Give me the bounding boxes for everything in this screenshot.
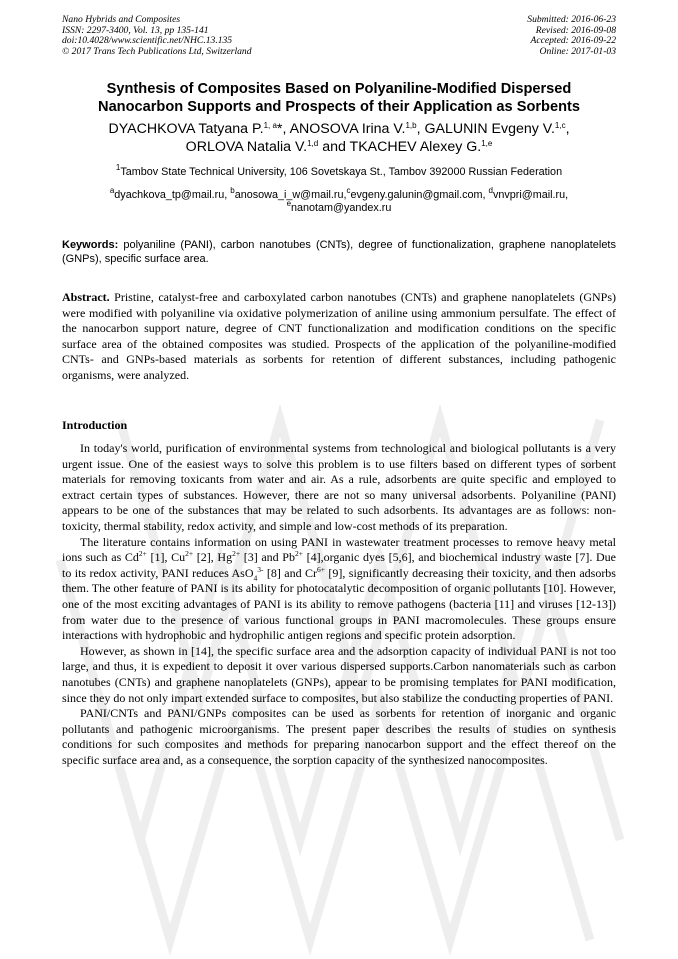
paragraph: However, as shown in [14], the specific surface area and the adsorption capacity of individual PANI is not too large, and thus, it is expedient to deposit it over various dispersed supports.Carbon nanomaterials such as carbon nanotubes (CNTs) and graphene nanoplatelets (GNPs), appear to be promising templates for PANI modification, since they do not only impart extended surface to composites, but also stabilize the conducting properties of PANI. [62,643,616,705]
affiliation-sup: 1 [115,163,121,172]
author-affiliation-sup: 1, a [263,121,277,130]
accepted-date: Accepted: 2016-09-22 [530,35,616,47]
dates-header [527,15,616,57]
keywords-text: polyaniline (PANI), carbon nanotubes (CNTs), degree of functionalization, graphene nanoplatelets (GNPs), specific surface area. [62,239,616,265]
email-sup: b [230,186,235,195]
affiliation-text: Tambov State Technical University, 106 Sovetskaya St., Tambov 392000 Russian Federation [120,166,563,178]
submitted-date: Submitted: 2016-06-23 [527,14,616,25]
paragraph: In today's world, purification of environmental systems from technological and biological pollutants is a very urgent issue. One of the easiest ways to solve this problem is to use filters based on different types of sorbent materials for removing toxicants from water and air. As a rule, adsorbents are quite specific and employed to extract certain types of substances. However, there are not so many universal adsorbents. Polyaniline (PANI) appears to be one of the substances that may be related to such adsorbents. Its advantages are as follows: non-toxicity, thermal stability, redox activity, and simple and low-cost methods of its preparation. [62,441,616,533]
author-list [62,120,616,156]
email-sup: d [488,186,493,195]
author-affiliation-sup: 1,b [405,121,417,130]
email-sup: e [286,199,292,208]
email-sup: c [346,186,351,195]
journal-name: Nano Hybrids and Composites [62,14,181,25]
author-separator: , [416,121,421,137]
author-name: ANOSOVA Irina V. [289,121,406,137]
author-name: ORLOVA Natalia V. [185,139,308,155]
author-name: TKACHEV Alexey G. [349,139,482,155]
issn-line: ISSN: 2297-3400, Vol. 13, pp 135-141 [62,24,209,36]
author-conjunction: and [322,139,346,155]
email-address: dyachkova_tp@mail.ru, [114,189,228,201]
author-name: GALUNIN Evgeny V. [424,121,555,137]
keywords [62,238,616,266]
author-name: DYACHKOVA Tatyana P. [108,121,264,137]
email-address: anosowa_i_w@mail.ru, [234,189,347,201]
email-address: nanotam@yandex.ru [291,202,392,214]
online-date: Online: 2017-01-03 [539,45,616,57]
email-list [62,186,616,215]
email-address: vnvpri@mail.ru, [492,189,569,201]
title-line-2: Nanocarbon Supports and Prospects of their Application as Sorbents [98,99,580,115]
author-affiliation-sup: 1,e [481,139,493,148]
affiliation [62,163,616,179]
paragraph: The literature contains information on using PANI in wastewater treatment processes to remove heavy metal ions such as $Cd^{2+}$ [1], $Cu^{2+}$ [2], $Hg^{2+}$ [3] and $Pb^{2+}$ [4],organic dyes [5,6], and biochemical industry waste [7]. Due to its redox activity, PANI reduces AsO$_4^{3-}$ [8] and $Cr^{6+}$ [9], significantly decreasing their toxicity, and then adsorbs them. The other feature of PANI is its ability for photocatalytic decomposition of organic pollutants [10]. However, one of the most exciting advantages of PANI is its ability to remove pathogens (bacteria [11] and viruses [12-13]) from water due to the presence of various functional groups in PANI macromolecules. These groups ensure interactions with hydrophobic and hydrophilic antigen regions and specific protein adsorption. [62,534,617,643]
author-affiliation-sup: 1,d [307,139,319,148]
title-line-1: Synthesis of Composites Based on Polyaniline-Modified Dispersed [106,81,572,97]
paper-title [62,80,616,116]
introduction-body [62,441,616,768]
paragraph: PANI/CNTs and PANI/GNPs composites can be used as sorbents for retention of inorganic and organic pollutants and pathogenic microorganisms. The present paper describes the results of studies on synthesis conditions for such composites and methods for preparing nanocarbon support and the effect thereof on the specific surface area and, as a consequence, the sorption capacity of the synthesized nanocomposites. [62,706,616,767]
author-separator: , [565,121,570,137]
revised-date: Revised: 2016-09-08 [535,24,616,36]
abstract-label: Abstract. [62,290,110,304]
email-sup: a [109,186,115,195]
journal-header [62,15,252,57]
abstract-text: Pristine, catalyst-free and carboxylated carbon nanotubes (CNTs) and graphene nanoplatelets (GNPs) were modified with polyaniline via oxidative polymerization of aniline using ammonium persulfate. The effect of the nanocarbon support nature, degree of CNT functionalization and modification conditions on the specific surface area of the obtained composites was studied. Prospects of the application of the polyaniline-modified CNTs- and GNPs-based materials as sorbents for retention of different substances, including pathogenic organisms, were analyzed. [62,290,616,382]
section-heading-introduction: Introduction [62,418,128,432]
author-affiliation-sup: 1,c [554,121,566,130]
email-address: evgeny.galunin@gmail.com, [350,189,486,201]
doi-line: doi:10.4028/www.scientific.net/NHC.13.135 [62,35,233,47]
keywords-label: Keywords: [62,239,119,251]
corresponding-mark: *, [276,121,287,137]
copyright-line: © 2017 Trans Tech Publications Ltd, Switzerland [62,45,252,57]
abstract [62,290,616,383]
